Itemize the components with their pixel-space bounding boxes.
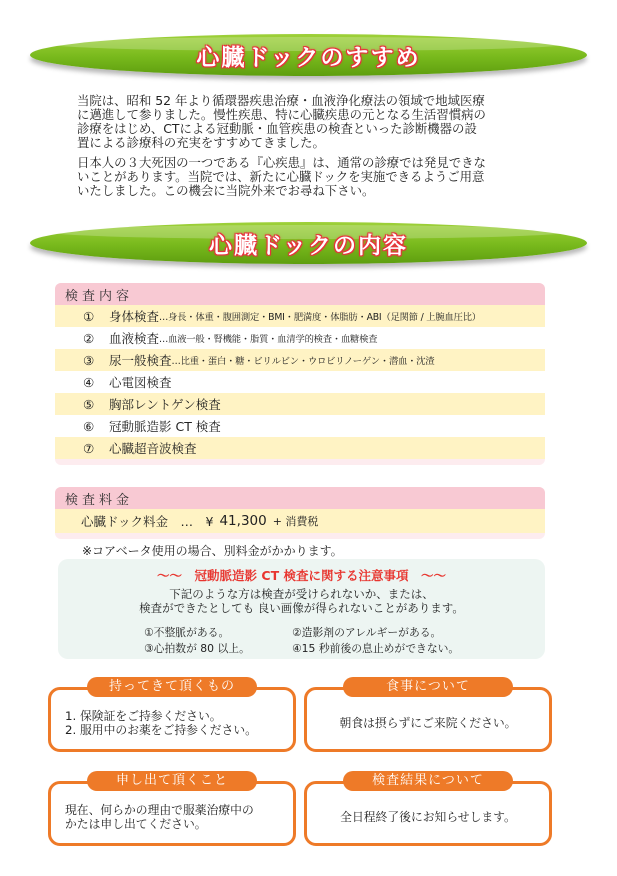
section-banner-recommendation — [30, 34, 587, 76]
fee-header: 検査料金 — [55, 487, 545, 509]
caution-item: ②造影剤のアレルギーがある。 — [292, 626, 442, 639]
fee-tax: + 消費税 — [272, 515, 319, 528]
exam-item — [55, 393, 545, 415]
exam-fee-box — [55, 487, 545, 539]
exam-item-detail: …血液一般・腎機能・脂質・血清学的検査・血糖検査 — [159, 334, 378, 345]
exam-item-name: 身体検査 — [109, 309, 160, 324]
exam-item-name: 血液検査 — [109, 331, 160, 346]
card-items-to-bring — [48, 679, 296, 752]
exam-item-name: 胸部レントゲン検査 — [109, 397, 221, 412]
card-body: 全日程終了後にお知らせします。 — [340, 809, 516, 824]
exam-item — [55, 437, 545, 459]
exam-item-number: ③ — [83, 352, 95, 368]
intro-paragraph-2: 日本人の３大死因の一つである『心疾患』は、通常の診療では発見できな いことがあります。当院では、新たに心臓ドックを実施できるようご用意 いたしました。この機会に当院外来でお尋ね下さい。 — [77, 155, 486, 198]
exam-item — [55, 305, 545, 327]
exam-header: 検査内容 — [55, 283, 545, 305]
banner-title: 心臓ドックのすすめ — [196, 44, 421, 71]
caution-item: ③心拍数が 80 以上。 — [144, 642, 250, 655]
intro-paragraph-1: 当院は、昭和 52 年より循環器疾患治療・血液浄化療法の領域で地域医療 に邁進して参りました。慢性疾患、特に心臓疾患の元となる生活習慣病の 診療をはじめ、CTによる冠動脈・血管疾患の検査といった診断機器の設 置による診療科の充実をすすめてきました。 — [77, 93, 486, 150]
fee-label: 心臓ドック料金 … ¥ — [81, 514, 214, 529]
exam-item-name: 心電図検査 — [109, 375, 172, 390]
caution-item: ④15 秒前後の息止めができない。 — [292, 642, 460, 655]
fee-amount: 41,300 — [219, 513, 267, 529]
exam-item-detail: …身長・体重・腹囲測定・BMI・肥満度・体脂肪・ABI（足関節 / 上腕血圧比） — [159, 312, 481, 323]
caution-description: 下記のような方は検査が受けられないか、または、 検査ができたとしても 良い画像が得られないことがあります。 — [139, 587, 464, 615]
card-things-to-report — [48, 773, 296, 846]
exam-item — [55, 415, 545, 437]
exam-item-name: 心臓超音波検査 — [109, 441, 197, 456]
caution-item: ①不整脈がある。 — [144, 626, 230, 639]
section-banner-contents — [30, 222, 587, 264]
exam-item-number: ② — [83, 330, 95, 346]
card-body: 朝食は摂らずにご来院ください。 — [339, 715, 517, 730]
card-title: 申し出て頂くこと — [87, 771, 257, 791]
fee-row — [55, 509, 545, 533]
card-test-results — [304, 773, 552, 846]
card-body: 1. 保険証をご持参ください。 2. 服用中のお薬をご持参ください。 — [65, 708, 257, 737]
caution-title: 〜〜 冠動脈造影 CT 検査に関する注意事項 〜〜 — [157, 568, 446, 583]
exam-item — [55, 371, 545, 393]
ct-caution-box — [58, 559, 545, 659]
card-title: 持ってきて頂くもの — [87, 677, 257, 697]
exam-item-number: ④ — [83, 374, 95, 390]
exam-item-detail: …比重・蛋白・糖・ビリルビン・ウロビリノーゲン・潜血・沈渣 — [171, 356, 435, 367]
card-body: 現在、何らかの理由で服薬治療中の かたは申し出てください。 — [65, 802, 254, 831]
card-meals — [304, 679, 552, 752]
exam-item-name: 冠動脈造影 CT 検査 — [109, 419, 221, 434]
exam-item-number: ⑥ — [83, 418, 95, 434]
exam-item-number: ⑦ — [83, 440, 95, 456]
exam-item — [55, 349, 545, 371]
banner-title: 心臓ドックの内容 — [208, 232, 409, 259]
exam-item-number: ⑤ — [83, 396, 95, 412]
exam-item-name: 尿一般検査 — [109, 353, 172, 368]
exam-item — [55, 327, 545, 349]
exam-contents-box — [55, 283, 545, 465]
card-title: 検査結果について — [343, 771, 513, 791]
fee-note: ※コアベータ使用の場合、別料金がかかります。 — [82, 544, 343, 558]
card-title: 食事について — [343, 677, 513, 697]
exam-item-number: ① — [83, 308, 95, 324]
